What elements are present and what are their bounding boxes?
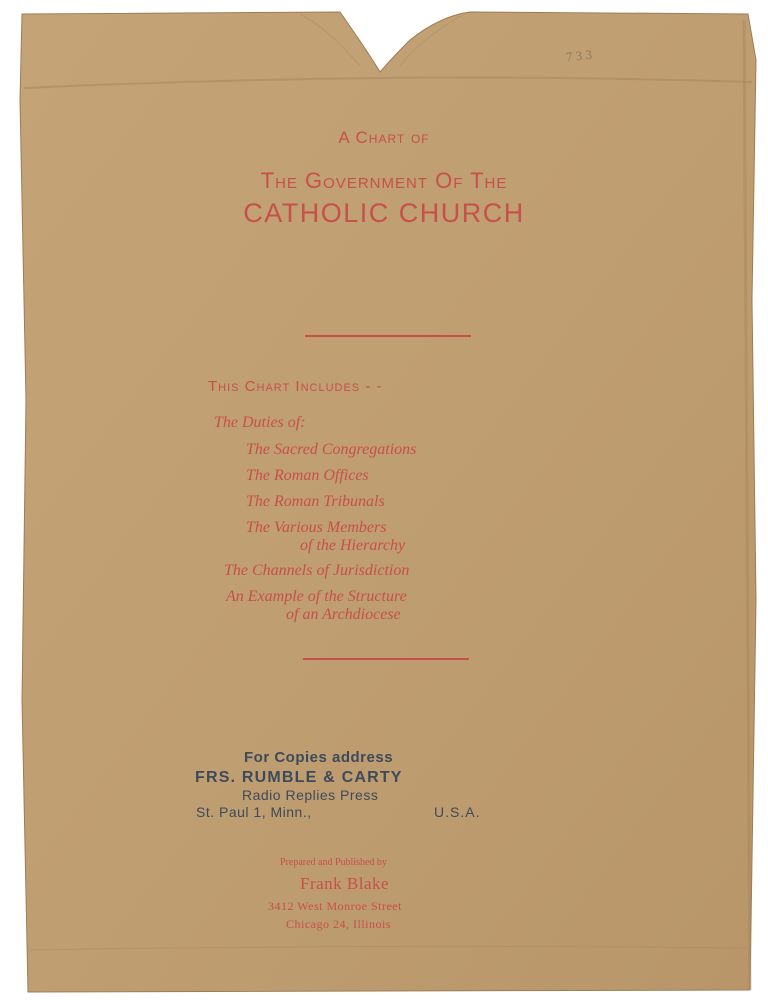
includes-item: The Sacred Congregations [246, 441, 417, 458]
includes-item: The Channels of Jurisdiction [224, 562, 410, 579]
publisher-street: 3412 West Monroe Street [268, 899, 402, 913]
includes-item: The Roman Offices [246, 467, 369, 484]
copies-country: U.S.A. [434, 804, 481, 820]
copies-line-2: FRS. RUMBLE & CARTY [195, 769, 403, 786]
pencil-mark: 7 3 3 [565, 46, 593, 65]
header-line-2: The Government Of The [260, 168, 508, 193]
publisher-name: Frank Blake [300, 874, 390, 893]
copies-line-1: For Copies address [244, 749, 394, 766]
includes-item: of an Archdiocese [286, 606, 401, 623]
includes-item: The Roman Tribunals [246, 493, 385, 510]
includes-item: An Example of the Structure [226, 588, 407, 605]
includes-item: of the Hierarchy [300, 537, 406, 554]
divider-bottom [303, 658, 469, 660]
duties-label: The Duties of: [214, 414, 306, 431]
includes-heading: This Chart Includes - - [208, 378, 383, 395]
includes-item: The Various Members [246, 519, 387, 536]
copies-line-3: Radio Replies Press [242, 787, 379, 803]
divider-top [305, 335, 471, 337]
publisher-label: Prepared and Published by [280, 857, 387, 868]
header-line-1: A Chart of [338, 128, 430, 147]
header-title: CATHOLIC CHURCH [243, 198, 525, 228]
publisher-city: Chicago 24, Illinois [286, 917, 391, 931]
copies-city: St. Paul 1, Minn., [196, 804, 312, 820]
